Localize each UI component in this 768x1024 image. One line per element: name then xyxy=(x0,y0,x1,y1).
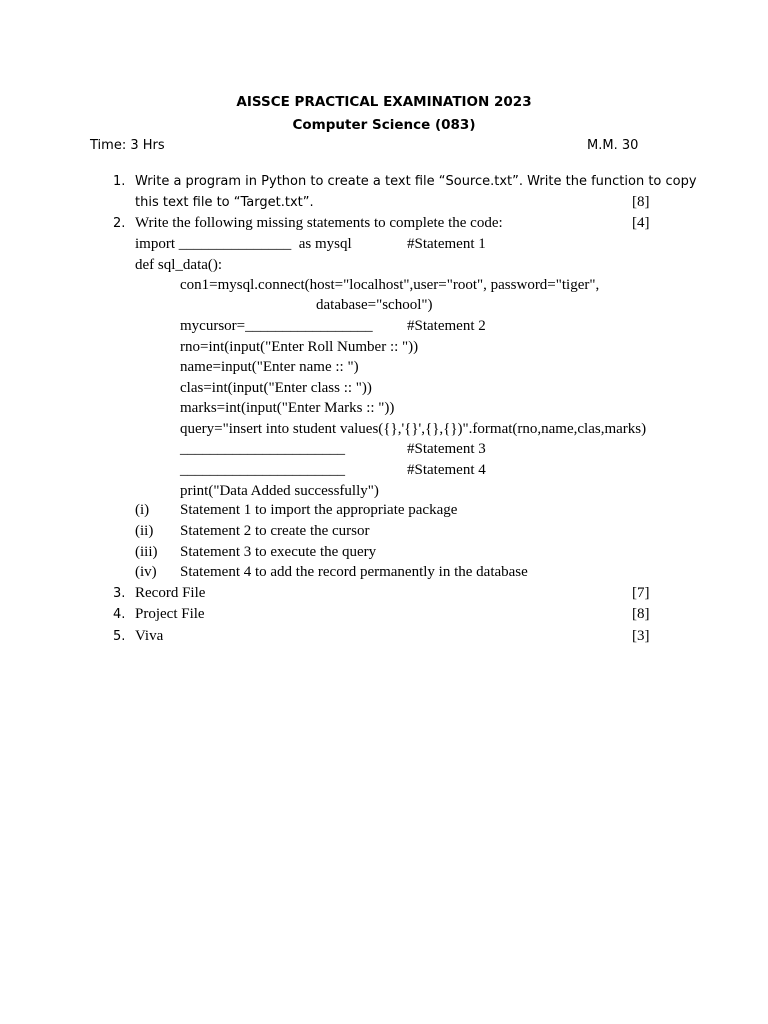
code-line-rno: rno=int(input("Enter Roll Number :: ")) xyxy=(180,339,419,355)
code-line-connect: con1=mysql.connect(host="localhost",user="root", password="tiger", xyxy=(180,277,600,293)
subpart-label: (ii) xyxy=(135,523,154,539)
code-comment-4: #Statement 4 xyxy=(407,462,486,478)
code-comment-1: #Statement 1 xyxy=(407,236,486,252)
code-line-marks: marks=int(input("Enter Marks :: ")) xyxy=(180,400,395,416)
code-blank-3: ______________________ xyxy=(180,441,345,457)
subpart-text: Statement 2 to create the cursor xyxy=(180,523,370,539)
q5-text: Viva xyxy=(135,628,164,644)
subpart-text: Statement 4 to add the record permanently in the database xyxy=(180,564,528,580)
q2-text: Write the following missing statements to complete the code: xyxy=(135,215,503,231)
q2-number: 2. xyxy=(113,216,126,231)
code-line-clas: clas=int(input("Enter class :: ")) xyxy=(180,380,372,396)
code-line-database: database="school") xyxy=(316,297,433,313)
code-line-print: print("Data Added successfully") xyxy=(180,483,379,499)
q4-number: 4. xyxy=(113,607,126,622)
q1-line2: this text file to “Target.txt”. xyxy=(135,195,314,210)
q1-marks: [8] xyxy=(632,194,650,210)
q5-number: 5. xyxy=(113,629,126,644)
code-comment-2: #Statement 2 xyxy=(407,318,486,334)
q3-marks: [7] xyxy=(632,585,650,601)
exam-title: AISSCE PRACTICAL EXAMINATION 2023 xyxy=(236,94,532,110)
subpart-label: (i) xyxy=(135,502,150,518)
q1-line1: Write a program in Python to create a text file “Source.txt”. Write the function to copy xyxy=(135,174,697,189)
subpart-text: Statement 1 to import the appropriate package xyxy=(180,502,458,518)
q4-text: Project File xyxy=(135,606,205,622)
subpart-label: (iii) xyxy=(135,544,158,560)
code-line-query: query="insert into student values({},'{}',{},{})".format(rno,name,clas,marks) xyxy=(180,421,647,437)
q5-marks: [3] xyxy=(632,628,650,644)
q3-text: Record File xyxy=(135,585,206,601)
q2-marks: [4] xyxy=(632,215,650,231)
code-line-cursor: mycursor=_________________ xyxy=(180,318,373,334)
q4-marks: [8] xyxy=(632,606,650,622)
code-comment-3: #Statement 3 xyxy=(407,441,486,457)
q3-number: 3. xyxy=(113,586,126,601)
subpart-label: (iv) xyxy=(135,564,157,580)
code-line-name: name=input("Enter name :: ") xyxy=(180,359,359,375)
code-blank-4: ______________________ xyxy=(180,462,345,478)
subpart-text: Statement 3 to execute the query xyxy=(180,544,377,560)
code-line-import: import _______________ as mysql xyxy=(135,236,352,252)
q1-number: 1. xyxy=(113,174,126,189)
exam-time: Time: 3 Hrs xyxy=(90,138,165,153)
max-marks: M.M. 30 xyxy=(587,138,639,153)
code-line-def: def sql_data(): xyxy=(135,257,223,273)
exam-subtitle: Computer Science (083) xyxy=(292,117,476,133)
